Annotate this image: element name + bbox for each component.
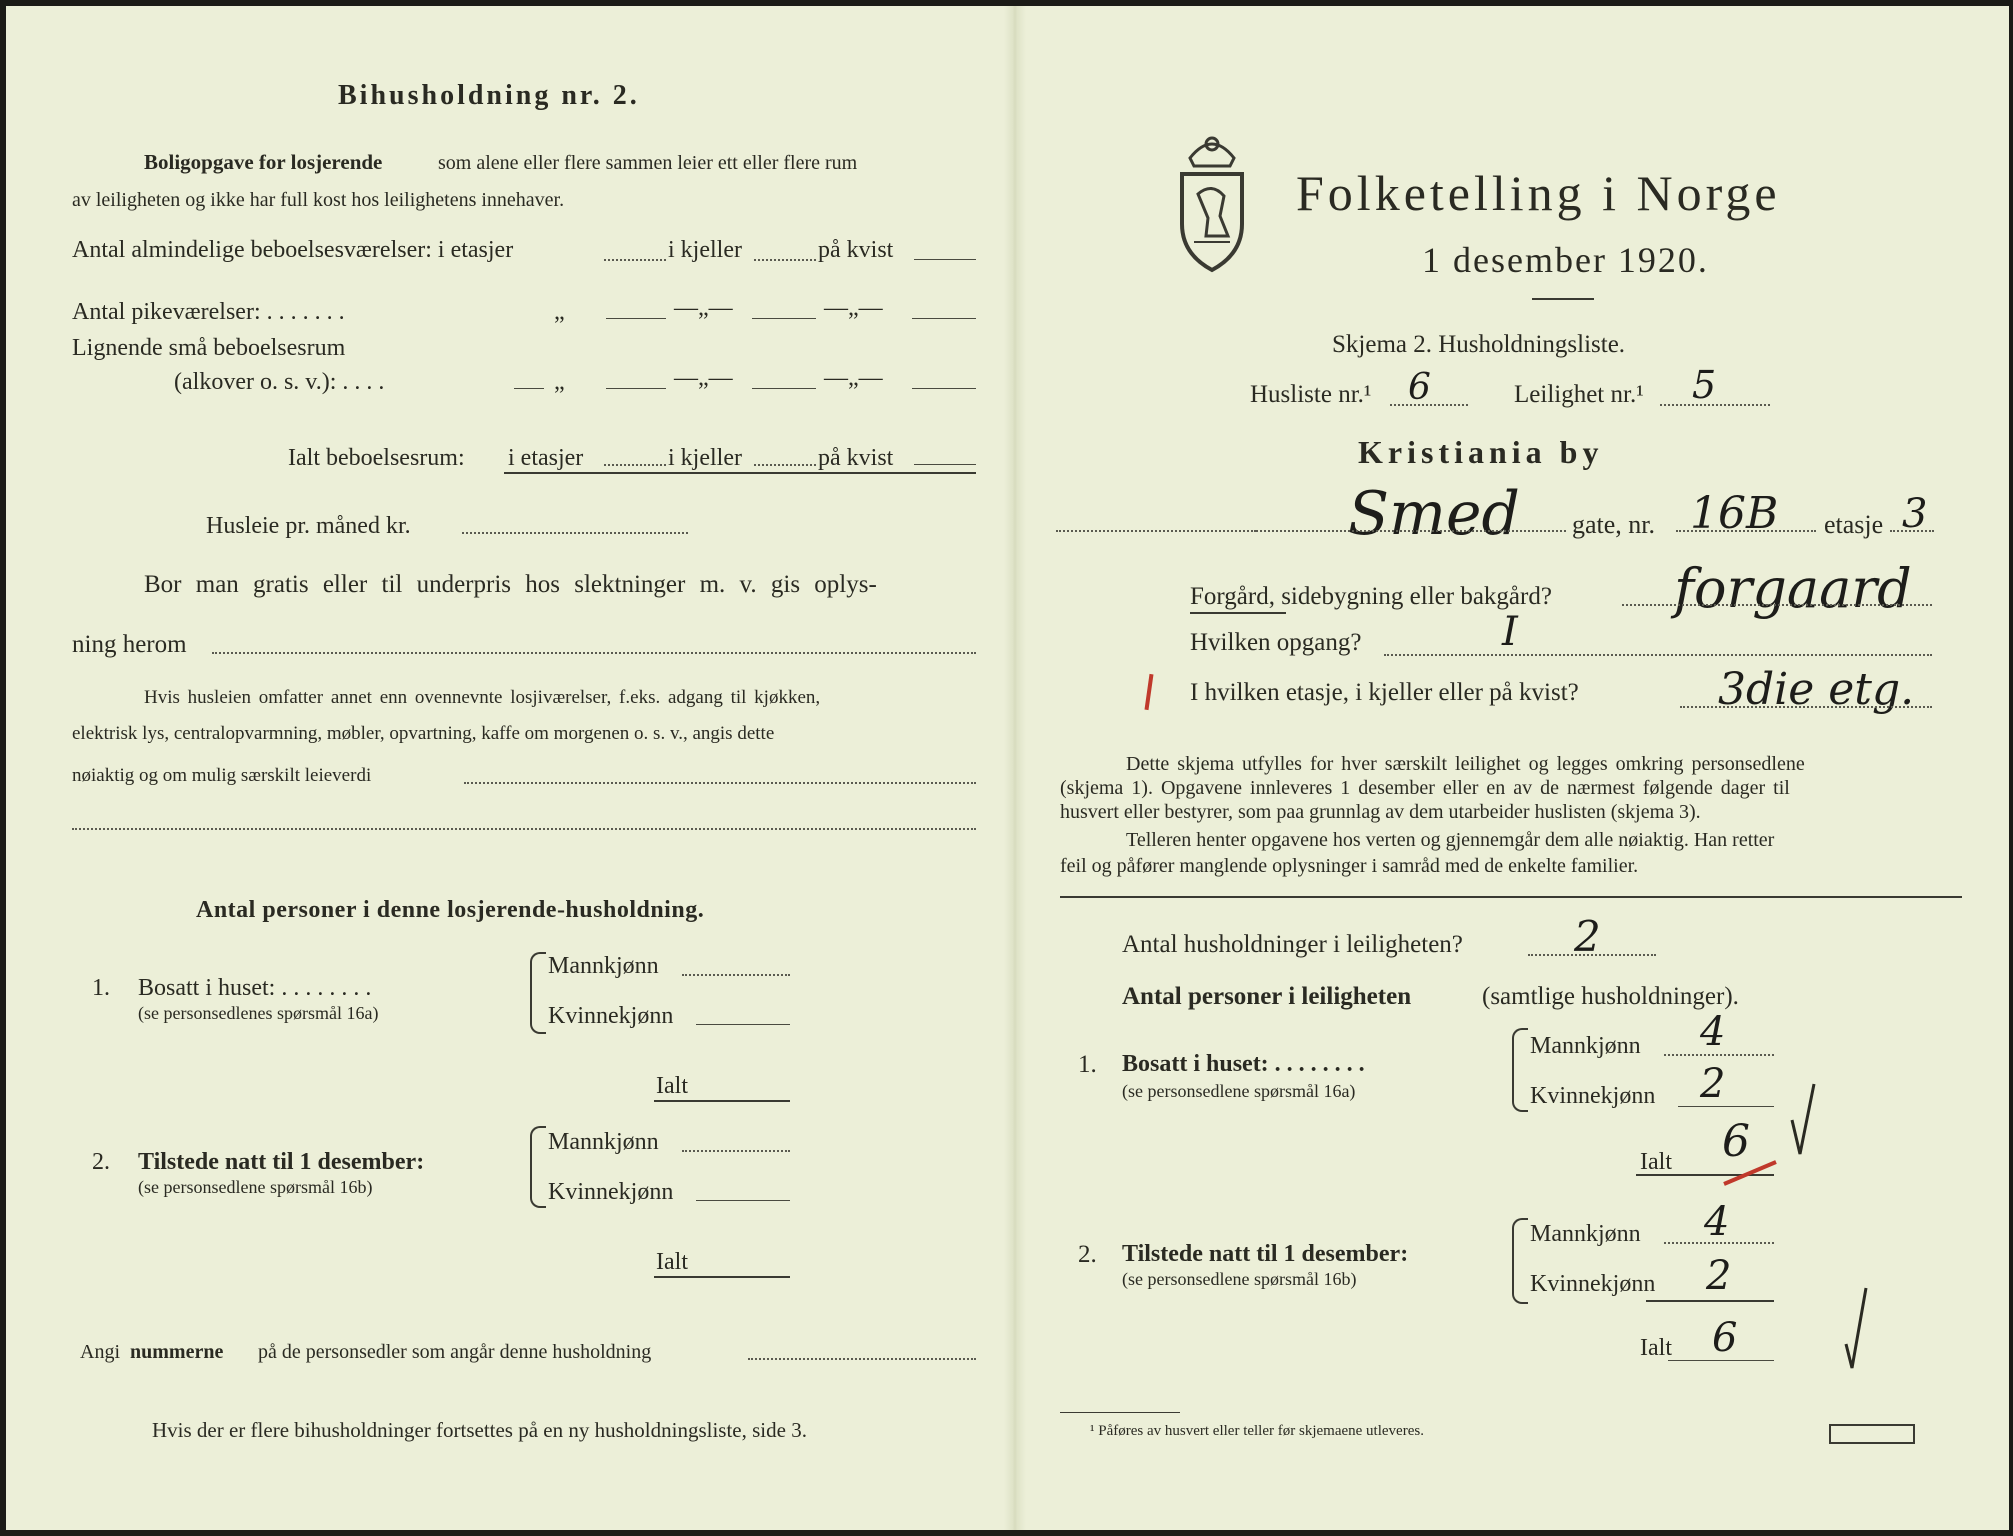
check-mark-2: [1842, 1284, 1872, 1374]
right-footnote: ¹ Påføres av husvert eller teller før skjemaene utleveres.: [1090, 1423, 1424, 1439]
gate-nr-field[interactable]: [1676, 530, 1816, 532]
ialt-rooms-label: Ialt beboelsesrum:: [288, 445, 465, 471]
right-q1-mann-value: 4: [1700, 1009, 1726, 1055]
pike-label: Antal pikeværelser: . . . . . . .: [72, 299, 345, 325]
forgaard-label: Forgård, sidebygning eller bakgård?: [1190, 583, 1552, 610]
rooms-etasjer-field[interactable]: [604, 259, 666, 261]
intro-line2: av leiligheten og ikke har full kost hos leilighetens innehaver.: [72, 189, 565, 211]
gate-nr-value: 16B: [1690, 488, 1779, 539]
leilighet-field[interactable]: [1660, 404, 1770, 406]
right-q2-mann-field[interactable]: [1664, 1242, 1774, 1244]
husliste-value: 6: [1408, 367, 1431, 408]
lignende-ditto: „: [554, 369, 565, 395]
lignende-field-2[interactable]: [752, 388, 816, 389]
opgang-value: I: [1502, 609, 1518, 655]
bor-field[interactable]: [212, 652, 976, 654]
pike-field-2[interactable]: [752, 318, 816, 319]
leieverdi-field-2[interactable]: [72, 828, 976, 830]
right-q2-kvinne-field[interactable]: [1646, 1300, 1774, 1302]
left-q1-ialt-field[interactable]: [654, 1100, 790, 1102]
pike-dash-2: —„—: [824, 295, 883, 321]
ialt-etasjer-label: i etasjer: [508, 445, 584, 471]
right-q1-mann-label: Mannkjønn: [1530, 1033, 1641, 1059]
antal-personer-rest: (samtlige husholdninger).: [1482, 983, 1739, 1010]
rooms-kvist-field[interactable]: [914, 259, 976, 260]
etasje-question-label: I hvilken etasje, i kjeller eller på kvist?: [1190, 679, 1579, 706]
page-fold: [1004, 6, 1026, 1530]
right-q2-brace: [1512, 1218, 1528, 1304]
left-q1-number: 1.: [92, 975, 110, 1001]
census-form-sheet: [6, 6, 2009, 1530]
right-q2-ialt-value: 6: [1712, 1315, 1738, 1361]
lignende-dash-2: —„—: [824, 365, 883, 391]
right-q1-mann-field[interactable]: [1664, 1054, 1774, 1056]
etasje-question-field[interactable]: [1680, 706, 1932, 708]
right-q2-kvinne-label: Kvinnekjønn: [1530, 1271, 1656, 1297]
left-q1-mann-label: Mannkjønn: [548, 953, 659, 979]
title-rule: [1532, 298, 1594, 300]
lignende-dash-1: —„—: [674, 365, 733, 391]
skjema-label: Skjema 2. Husholdningsliste.: [1332, 331, 1626, 358]
check-mark-1: [1788, 1080, 1818, 1160]
pike-dash-1: —„—: [674, 295, 733, 321]
ialt-kvist-label: på kvist: [818, 445, 894, 471]
red-slash-mark: [1720, 1158, 1780, 1188]
lignende-field-3[interactable]: [912, 388, 976, 389]
left-q2-brace: [530, 1126, 546, 1208]
left-q1-ialt-label: Ialt: [656, 1073, 688, 1099]
right-q2-mann-value: 4: [1704, 1199, 1730, 1245]
street-field-pre[interactable]: [1056, 530, 1256, 532]
forgaard-underline: [1190, 612, 1286, 614]
bor-text-2: ning herom: [72, 631, 187, 658]
lignende-field-0[interactable]: [514, 388, 544, 389]
leilighet-label: Leilighet nr.¹: [1514, 381, 1644, 408]
ialt-underline: [504, 472, 976, 474]
antal-husholdninger-field[interactable]: [1528, 954, 1656, 956]
etasje-value: 3: [1902, 491, 1928, 537]
right-q1-ialt-label: Ialt: [1640, 1149, 1672, 1175]
pike-ditto: „: [554, 299, 565, 325]
right-q2-number: 2.: [1078, 1241, 1097, 1268]
husleie-field[interactable]: [462, 532, 688, 534]
rooms-kjeller-label: i kjeller: [668, 237, 742, 263]
right-q1-number: 1.: [1078, 1051, 1097, 1078]
left-q2-ialt-label: Ialt: [656, 1249, 688, 1275]
info-text-4: Telleren henter opgavene hos verten og gjennemgår dem alle nøiaktig. Han retter: [1126, 829, 1775, 851]
hvis-text-1: Hvis husleien omfatter annet enn ovennevnte losjiværelser, f.eks. adgang til kjøkken,: [144, 687, 821, 708]
pike-field-3[interactable]: [912, 318, 976, 319]
right-q2-kvinne-value: 2: [1706, 1253, 1732, 1299]
ialt-kvist-field[interactable]: [914, 464, 976, 465]
info-text-2: (skjema 1). Opgavene innleveres 1 desember eller en av de nærmest følgende dager til: [1060, 777, 1790, 799]
right-q2-ialt-field[interactable]: [1668, 1360, 1774, 1361]
left-q2-mann-label: Mannkjønn: [548, 1129, 659, 1155]
hvis-text-3: nøiaktig og om mulig særskilt leieverdi: [72, 765, 372, 786]
opgang-label: Hvilken opgang?: [1190, 629, 1362, 656]
antal-husholdninger-value: 2: [1574, 912, 1601, 961]
angi-rest: på de personsedler som angår denne husholdning: [258, 1341, 652, 1363]
husleie-label: Husleie pr. måned kr.: [206, 513, 411, 539]
right-q2-sub: (se personsedlene spørsmål 16b): [1122, 1269, 1357, 1289]
red-tick-mark: [1145, 674, 1154, 710]
left-q1-brace: [530, 952, 546, 1034]
street-field[interactable]: [1256, 530, 1566, 532]
etasje-question-value: 3die etg.: [1718, 664, 1915, 715]
husliste-label: Husliste nr.¹: [1250, 381, 1372, 408]
printer-stamp: [1829, 1424, 1915, 1444]
angi-pre: Angi: [80, 1341, 120, 1363]
footnote-rule: [1060, 1412, 1180, 1413]
left-q2-sub: (se personsedlene spørsmål 16b): [138, 1177, 373, 1197]
left-q2-number: 2.: [92, 1149, 110, 1175]
antal-personer-heading-left: Antal personer i denne losjerende-husholdning.: [196, 897, 705, 923]
ialt-kjeller-field[interactable]: [754, 464, 816, 466]
right-q2-label: Tilstede natt til 1 desember:: [1122, 1241, 1409, 1267]
form-title: Folketelling i Norge: [1296, 165, 1781, 221]
coat-of-arms-icon: [1176, 124, 1248, 274]
ialt-etasjer-field[interactable]: [604, 464, 666, 466]
left-q2-ialt-field[interactable]: [654, 1276, 790, 1278]
city-label: Kristiania by: [1358, 434, 1604, 470]
intro-rest: som alene eller flere sammen leier ett eller flere rum: [438, 152, 858, 174]
right-q1-kvinne-value: 2: [1700, 1061, 1726, 1107]
lignende-label-2: (alkover o. s. v.): . . . .: [174, 369, 385, 395]
info-text-3: husvert eller bestyrer, som paa grunnlag av dem utarbeider huslisten (skjema 3).: [1060, 801, 1701, 823]
left-q2-kvinne-label: Kvinnekjønn: [548, 1179, 674, 1205]
lignende-field-1[interactable]: [606, 388, 666, 389]
etasje-field[interactable]: [1890, 530, 1934, 532]
right-q2-ialt-label: Ialt: [1640, 1335, 1672, 1361]
right-q1-ialt-value: 6: [1722, 1116, 1750, 1167]
leieverdi-field[interactable]: [464, 782, 976, 784]
bor-text-1: Bor man gratis eller til underpris hos slektninger m. v. gis oplys-: [144, 571, 877, 598]
left-footer: Hvis der er flere bihusholdninger fortsettes på en ny husholdningsliste, side 3.: [152, 1418, 807, 1442]
forgaard-value: forgaard: [1674, 557, 1912, 620]
info-text-5: feil og påfører manglende oplysninger i samråd med de enkelte familier.: [1060, 855, 1639, 877]
left-heading: Bihusholdning nr. 2.: [338, 80, 640, 111]
rooms-kvist-label: på kvist: [818, 237, 894, 263]
antal-husholdninger-label: Antal husholdninger i leiligheten?: [1122, 931, 1463, 958]
rooms-label: Antal almindelige beboelsesværelser: i etasjer: [72, 237, 514, 263]
opgang-field[interactable]: [1384, 654, 1932, 656]
left-q2-kvinne-field[interactable]: [696, 1200, 790, 1201]
census-date: 1 desember 1920.: [1422, 240, 1709, 280]
gate-label: gate, nr.: [1572, 510, 1656, 539]
right-q1-kvinne-label: Kvinnekjønn: [1530, 1083, 1656, 1109]
left-q2-mann-field[interactable]: [682, 1150, 790, 1152]
right-q1-label: Bosatt i huset: . . . . . . . .: [1122, 1051, 1365, 1077]
etasje-label: etasje: [1824, 510, 1884, 539]
angi-field[interactable]: [748, 1358, 976, 1360]
forgaard-field[interactable]: [1622, 604, 1932, 606]
street-value: Smed: [1348, 479, 1520, 549]
antal-personer-bold: Antal personer i leiligheten: [1122, 983, 1412, 1010]
right-q1-kvinne-field[interactable]: [1678, 1106, 1774, 1107]
husliste-field[interactable]: [1390, 404, 1468, 406]
intro-bold: Boligopgave for losjerende: [144, 150, 383, 174]
ialt-kjeller-label: i kjeller: [668, 445, 742, 471]
left-q1-sub: (se personsedlenes spørsmål 16a): [138, 1003, 379, 1023]
right-q2-mann-label: Mannkjønn: [1530, 1221, 1641, 1247]
left-q1-kvinne-label: Kvinnekjønn: [548, 1003, 674, 1029]
lignende-label-1: Lignende små beboelsesrum: [72, 335, 346, 361]
info-rule: [1060, 896, 1962, 898]
right-q1-sub: (se personsedlene spørsmål 16a): [1122, 1081, 1356, 1101]
pike-field-1[interactable]: [606, 318, 666, 319]
leilighet-value: 5: [1692, 363, 1717, 407]
right-q1-brace: [1512, 1028, 1528, 1112]
left-q1-kvinne-field[interactable]: [696, 1024, 790, 1025]
info-text-1: Dette skjema utfylles for hver særskilt leilighet og legges omkring personsedlene: [1126, 753, 1805, 775]
left-q1-mann-field[interactable]: [682, 974, 790, 976]
left-q2-label: Tilstede natt til 1 desember:: [138, 1149, 425, 1175]
angi-bold: nummerne: [130, 1341, 224, 1363]
left-q1-label: Bosatt i huset: . . . . . . . .: [138, 975, 372, 1001]
rooms-kjeller-field[interactable]: [754, 259, 816, 261]
hvis-text-2: elektrisk lys, centralopvarmning, møbler, opvartning, kaffe om morgenen o. s. v., angis dette: [72, 723, 775, 744]
